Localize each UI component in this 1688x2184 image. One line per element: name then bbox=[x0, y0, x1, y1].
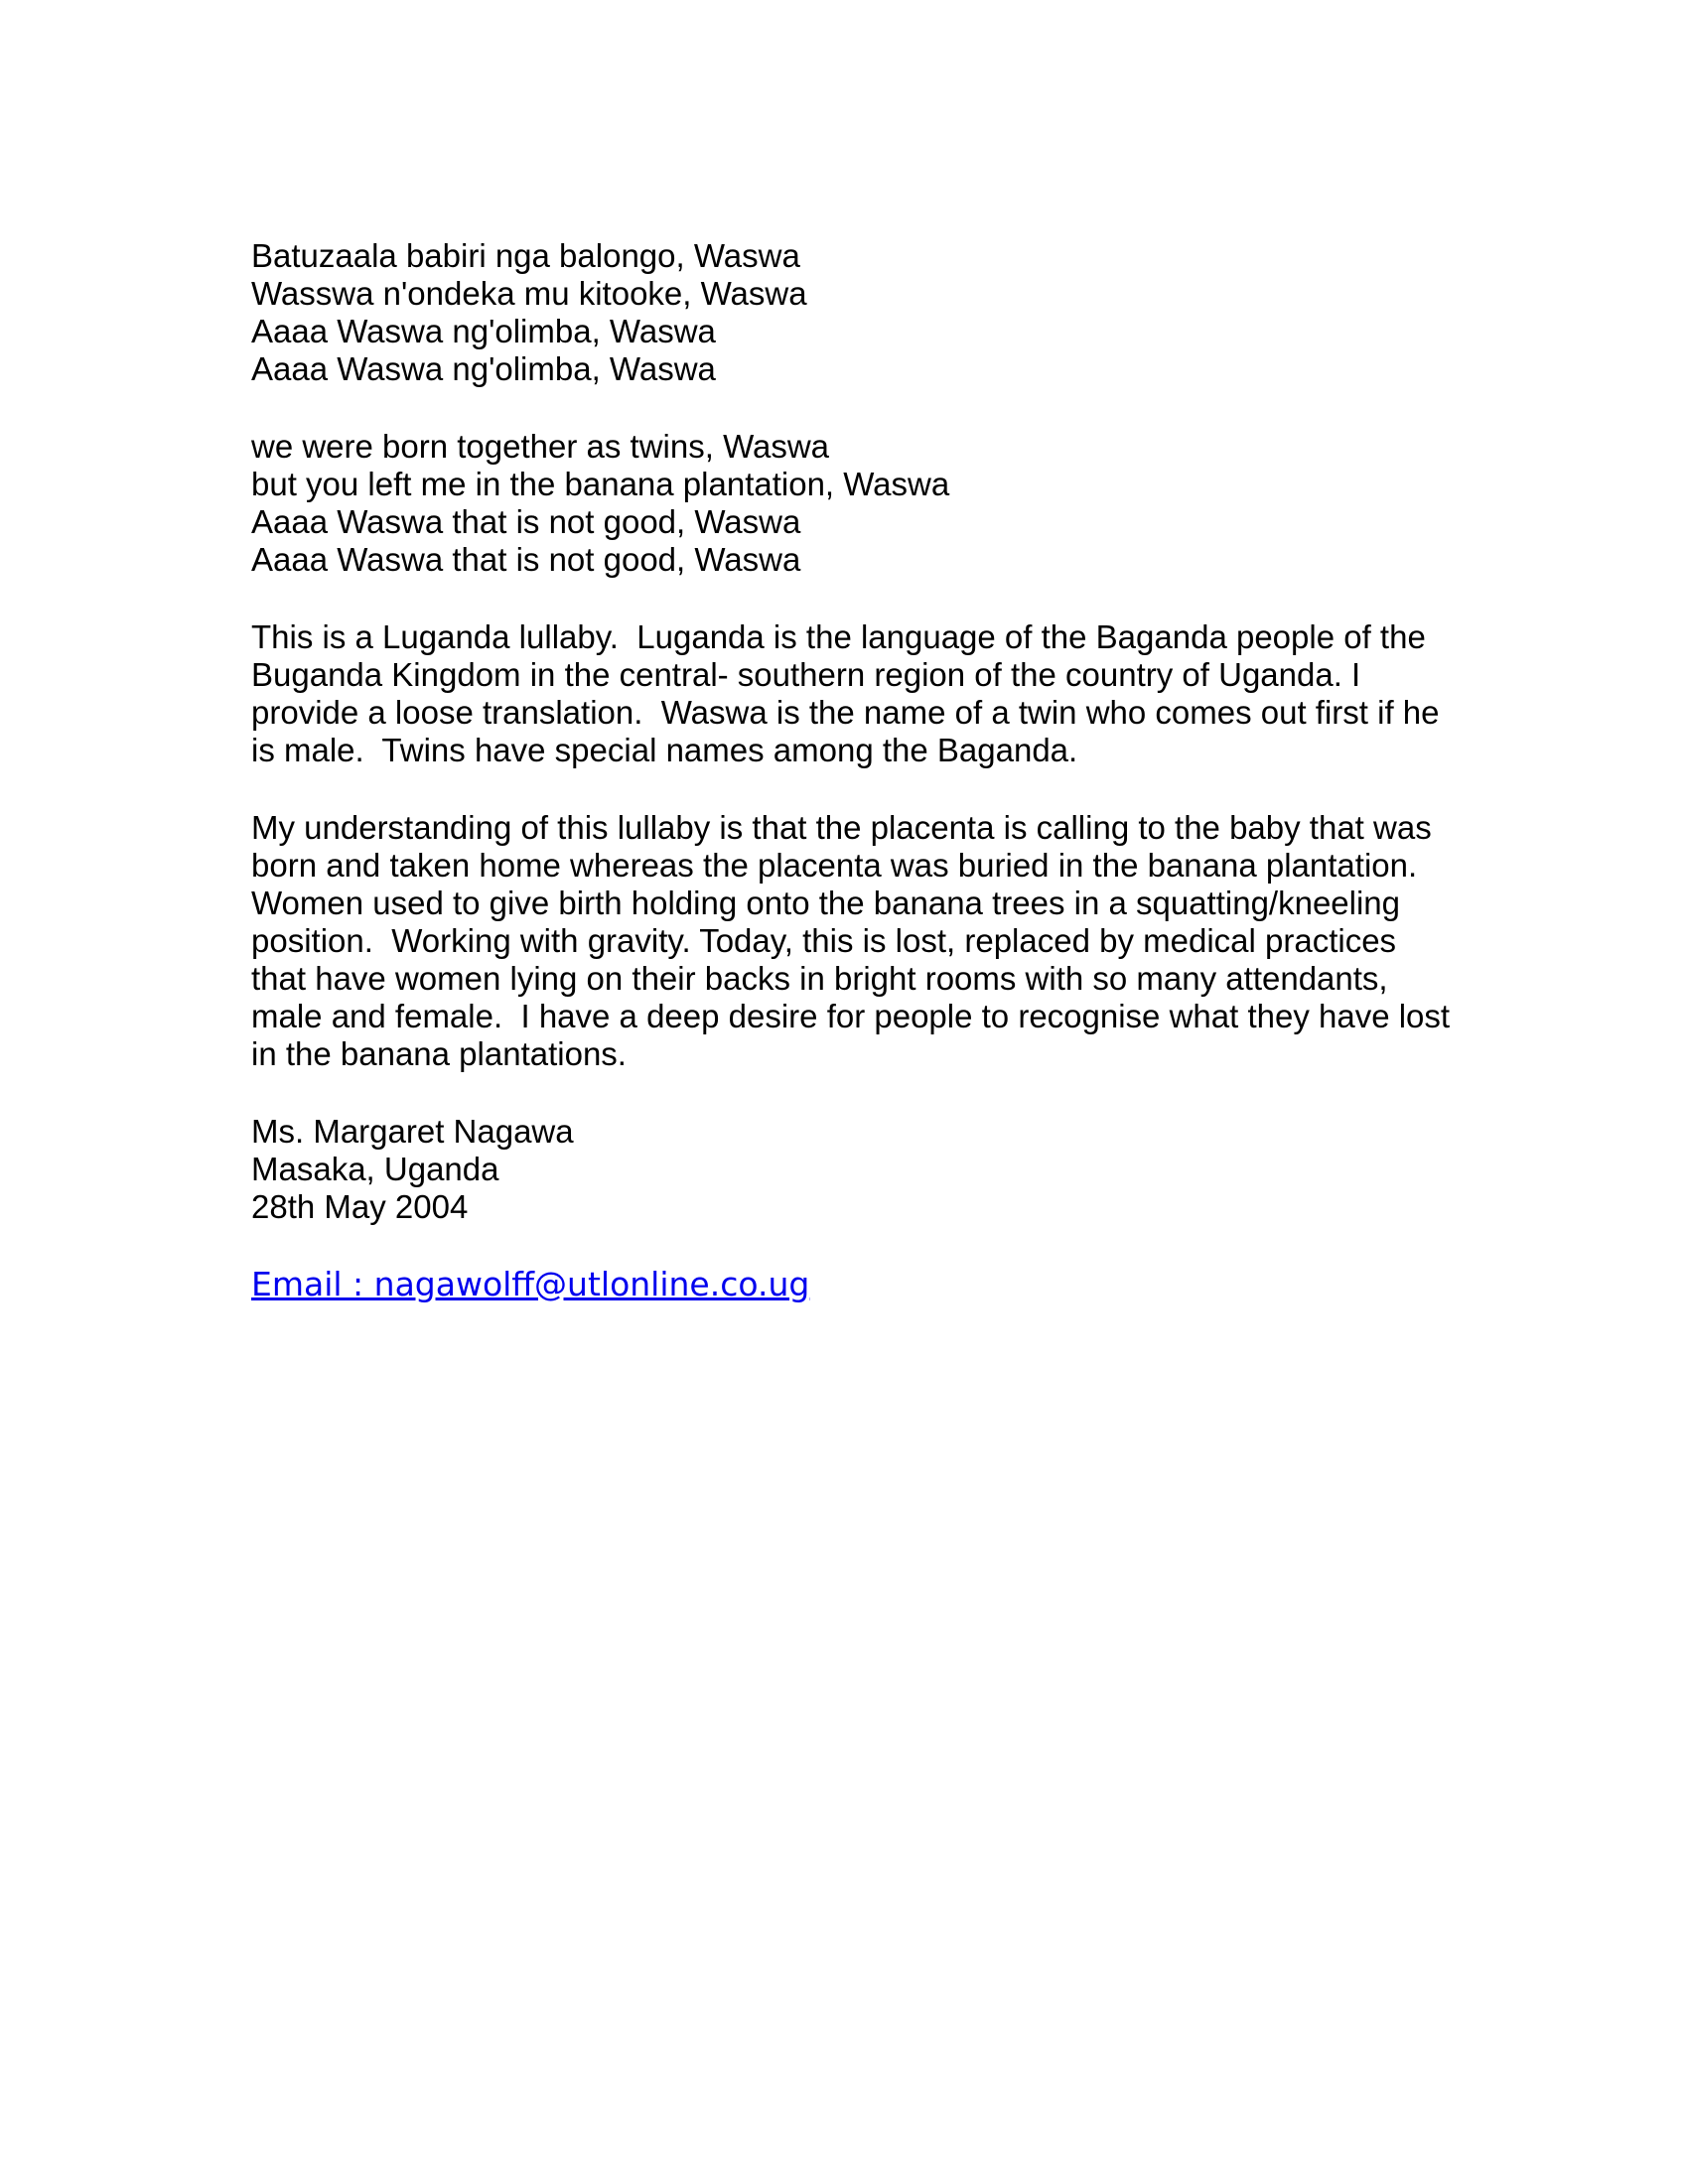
lullaby-english-stanza bbox=[251, 428, 1453, 579]
email-row bbox=[251, 1266, 1453, 1303]
lullaby-line: Aaaa Waswa ng'olimba, Waswa bbox=[251, 350, 716, 387]
lullaby-luganda-stanza bbox=[251, 237, 1453, 388]
lullaby-line: but you left me in the banana plantation, Waswa bbox=[251, 466, 950, 502]
signature-name: Ms. Margaret Nagawa bbox=[251, 1113, 574, 1150]
lullaby-line: Aaaa Waswa that is not good, Waswa bbox=[251, 503, 801, 540]
email-link[interactable]: Email : nagawolff@utlonline.co.ug bbox=[251, 1265, 810, 1303]
lullaby-line: we were born together as twins, Waswa bbox=[251, 428, 830, 465]
about-lullaby-paragraph: This is a Luganda lullaby. Luganda is the language of the Baganda people of the Buganda Kingdom in the central- southern region of the country of Uganda. I provide a loose translation. Waswa is the name of a twin who comes out first if he is male. Twins have special names among the Baganda. bbox=[251, 618, 1449, 768]
signature-location: Masaka, Uganda bbox=[251, 1151, 499, 1187]
lullaby-line: Wasswa n'ondeka mu kitooke, Waswa bbox=[251, 275, 807, 312]
interpretation-paragraph: My understanding of this lullaby is that the placenta is calling to the baby that was born and taken home whereas the placenta was buried in the banana plantation. Women used to give birth holding onto the banana trees in a squatting/kneeling position. Working with gravity. Today, this is lost, replaced by medical practices that have women lying on their backs in bright rooms with so many attendants, male and female. I have a deep desire for people to recognise what they have lost in the banana plantations. bbox=[251, 809, 1460, 1072]
letter-content bbox=[251, 237, 1460, 1303]
signature-block bbox=[251, 1113, 1453, 1226]
lullaby-line: Aaaa Waswa ng'olimba, Waswa bbox=[251, 313, 716, 349]
lullaby-line: Batuzaala babiri nga balongo, Waswa bbox=[251, 237, 800, 274]
signature-date: 28th May 2004 bbox=[251, 1188, 469, 1225]
lullaby-line: Aaaa Waswa that is not good, Waswa bbox=[251, 541, 801, 578]
